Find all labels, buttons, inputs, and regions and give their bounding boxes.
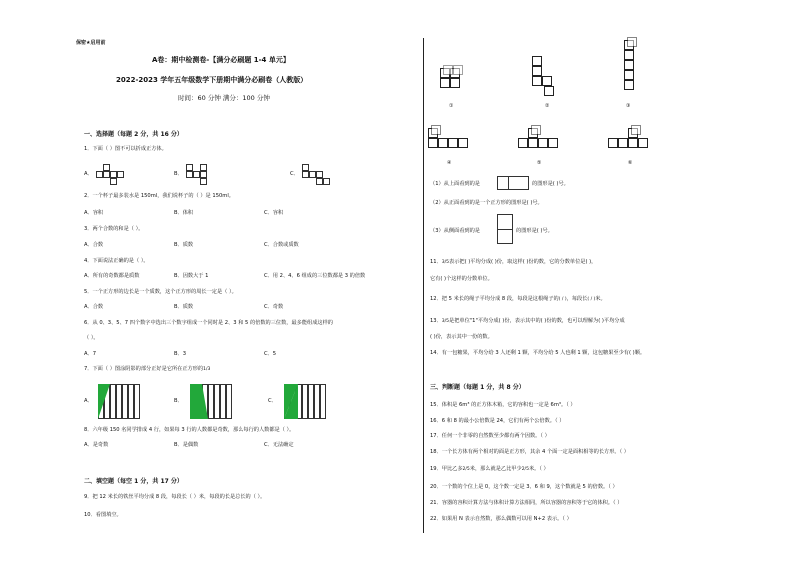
question-9: 9．把 12 米长的铁丝平均分成 8 段，每段长（ ）米，每段的长是总长的（ ）。 [84, 494, 266, 500]
question-11 [430, 259, 596, 265]
figure-label-4: ④ [447, 160, 452, 166]
q11-number: 11． [430, 259, 442, 265]
judge-16: 16．6 和 8 的最小公倍数是 24，它们有两个公倍数。（ ） [430, 418, 565, 424]
view-question-3: （3）从侧面看到的是 [430, 228, 480, 234]
question-7 [84, 366, 210, 372]
q12-blank-fraction-2[interactable]: ( / ) [587, 297, 596, 302]
q8-option-a[interactable]: A．是奇数 [84, 442, 109, 448]
top-view-shape [497, 176, 529, 190]
q11-fraction: 3/5 [441, 260, 450, 265]
q3-option-b[interactable]: B．质数 [174, 242, 194, 248]
q6-option-c[interactable]: C．5 [264, 351, 277, 357]
q6-option-a[interactable]: A．7 [84, 351, 97, 357]
q8-option-c[interactable]: C．无法确定 [264, 442, 294, 448]
q4-option-a[interactable]: A．所有的奇数都是质数 [84, 273, 140, 279]
q2-option-a[interactable]: A．容积 [84, 210, 104, 216]
q7-option-a[interactable]: A． [84, 398, 93, 404]
q3-option-c[interactable]: C．合数或质数 [264, 242, 299, 248]
figure-label-2: ② [545, 103, 550, 109]
cube-figure-5 [518, 128, 562, 158]
q1-option-b[interactable]: B． [174, 171, 183, 177]
header-tag: 保密★启用前 [76, 40, 106, 46]
figure-label-1: ① [449, 103, 454, 109]
view-question-1-end: 的图形是( )号。 [532, 181, 569, 187]
view-question-2: （2）从正面看到的是一个正方形的图形是( )号。 [430, 200, 543, 206]
q12-blank-fraction[interactable]: ( / ) [558, 297, 567, 302]
q5-option-c[interactable]: C．奇数 [264, 304, 284, 310]
shaded-strip-b [190, 384, 238, 419]
question-12 [430, 296, 606, 302]
question-10: 10．看图填空。 [84, 512, 122, 518]
question-13 [430, 318, 625, 324]
q5-option-a[interactable]: A．合数 [84, 304, 104, 310]
judge-18: 18．一个长方体有两个相对的面是正方形，其余 4 个面一定是面积相等的长方形。（ ） [430, 449, 629, 455]
section-fill: 二、填空题（每空 1 分，共 17 分） [84, 478, 183, 485]
page-title: A卷：期中检测卷-【满分必刷题 1-4 单元】 [152, 56, 290, 64]
q6-option-b[interactable]: B．3 [174, 351, 187, 357]
cube-figure-1 [440, 68, 470, 102]
question-5: 5．一个正方形的边长是一个质数，这个正方形的周长一定是（ ）。 [84, 289, 237, 295]
j19-fraction-2: 2/5 [521, 467, 529, 472]
question-7-text: 7．下面（ ）图涂阴影的部分正好是它所在正方形的 [84, 366, 204, 372]
question-8: 8．六年级 150 名同学排成 4 行，如果每 3 行的人数都是奇数，那么每行的人数都是（ ）。 [84, 427, 295, 433]
cube-figure-4 [428, 128, 472, 158]
figure-label-5: ⑤ [537, 160, 542, 166]
question-1: 1．下面（ ）图不可以折成正方体。 [84, 146, 167, 152]
q7-fraction: 1/3 [203, 367, 211, 372]
question-6: 6．从 0、3、5、7 四个数字中选出三个数字组成一个同时是 2、3 和 5 的倍数的三位数，最多能组成这样的 [84, 320, 333, 326]
page-subtitle: 2022-2023 学年五年级数学下册期中满分必刷卷（人教版） [116, 76, 308, 84]
j19-text-3: 米。（ ） [528, 466, 549, 472]
question-2: 2．一个杯子最多装水是 150ml，我们说杯子的（ ）是 150ml。 [84, 193, 234, 199]
q3-option-a[interactable]: A．合数 [84, 242, 104, 248]
question-6-cont: （ ）。 [84, 335, 99, 341]
side-view-shape [497, 214, 513, 244]
q12-text-2: ，每段长 [566, 296, 588, 302]
q2-option-b[interactable]: B．体积 [174, 210, 194, 216]
time-line: 时间：60 分钟 满分：100 分钟 [178, 94, 270, 102]
section-judge: 三、判断题（每题 1 分，共 8 分） [430, 384, 525, 391]
judge-20: 20．一个数的个位上是 0，这个数一定是 3、6 和 9，这个数就是 5 的倍数。（ ） [430, 484, 618, 490]
question-11-cont: 它有( )个这样的分数单位。 [430, 276, 493, 282]
shaded-strip-a [98, 384, 146, 419]
view-question-3-end: 的图形是( )号。 [516, 228, 553, 234]
question-3: 3．两个合数的和是（ ）。 [84, 226, 144, 232]
view-question-1: （1）从上面看到的是 [430, 181, 480, 187]
q2-option-c[interactable]: C．容积 [264, 210, 284, 216]
q12-text-3: 米。 [595, 296, 606, 302]
q1-option-a[interactable]: A． [84, 171, 93, 177]
figure-label-6: ⑥ [628, 160, 633, 166]
section-choice: 一、选择题（每题 2 分，共 16 分） [84, 131, 183, 138]
q4-option-b[interactable]: B．因数大于 1 [174, 273, 209, 279]
question-4: 4．下面说法正确的是（ ）。 [84, 258, 149, 264]
q13-text: 是把单位"1"平均分成( )份，表示其中的( )份的数，也可以理解为( )平均分成 [449, 318, 625, 324]
shaded-strip-c [284, 384, 332, 419]
judge-15: 15．体积是 6m³ 的正方体木箱，它的容积也一定是 6m³。（ ） [430, 402, 576, 408]
j19-text: 19．甲比乙多 [430, 466, 463, 472]
cube-figure-6 [608, 128, 652, 158]
cube-figure-3 [624, 40, 644, 102]
judge-22: 22．如果用 N 表示自然数，那么偶数可以用 N+2 表示。（ ） [430, 516, 572, 522]
q13-number: 13． [430, 318, 442, 324]
q12-text: 12．把 5 米长的绳子平均分成 8 段，每段是这根绳子的 [430, 296, 559, 302]
q11-text: 表示把( )平均分成( )份，取这样( )份的数，它的分数单位是( )， [449, 259, 597, 265]
figure-label-3: ③ [626, 103, 631, 109]
judge-19 [430, 466, 549, 472]
question-13-cont: ( )份，表示其中一份的数。 [430, 334, 493, 340]
question-14: 14．有一包糖果，平均分给 3 人还剩 1 颗，平均分给 5 人也剩 1 颗，这包糖果至少有( )颗。 [430, 350, 646, 356]
q5-option-b[interactable]: B．质数 [174, 304, 194, 310]
q7-option-c[interactable]: C． [268, 398, 277, 404]
cube-figure-2 [532, 56, 562, 102]
q8-option-b[interactable]: B．是偶数 [174, 442, 199, 448]
judge-17: 17．任何一个非零的自然数至少都有两个因数。（ ） [430, 433, 550, 439]
q4-option-c[interactable]: C．用 2、4、6 组成的三位数都是 3 的倍数 [264, 273, 366, 279]
column-divider [423, 38, 424, 533]
j19-text-2: 米，那么就是乙比甲少 [469, 466, 522, 472]
q13-fraction: 3/5 [441, 319, 450, 324]
q1-option-c[interactable]: C． [290, 171, 299, 177]
judge-21: 21．容器的容积计算方法与体积计算方法相同，所以容器的容积等于它的体积。（ ） [430, 500, 623, 506]
j19-fraction: 2/5 [462, 467, 470, 472]
q7-option-b[interactable]: B． [174, 398, 183, 404]
